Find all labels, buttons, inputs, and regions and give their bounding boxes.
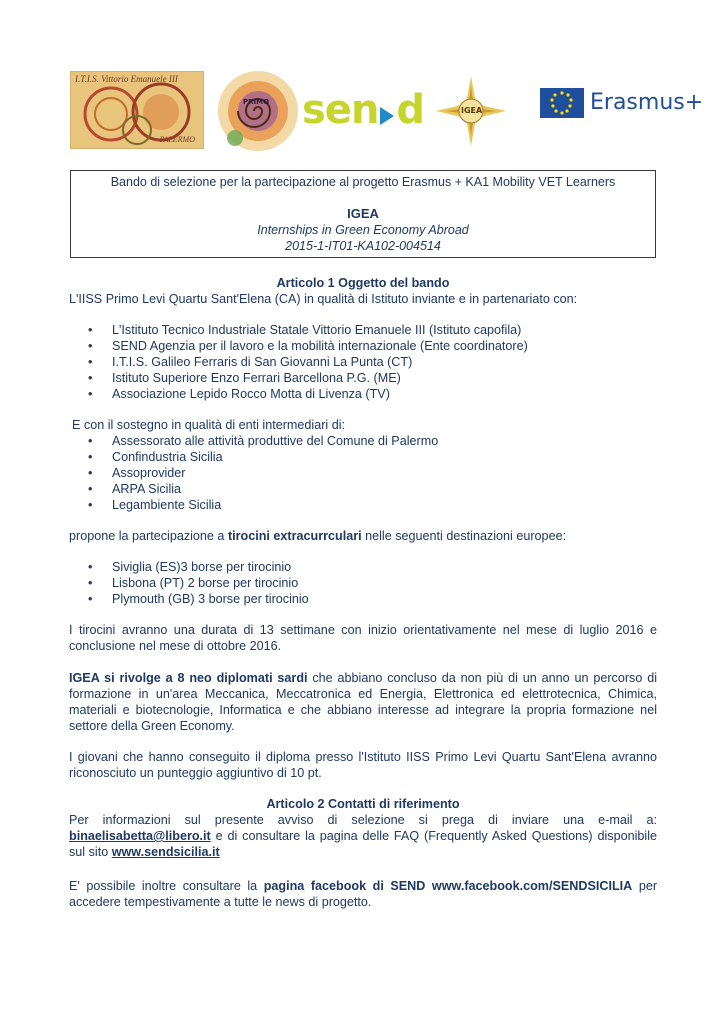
list-item: L'Istituto Tecnico Industriale Statale Vittorio Emanuele III (Istituto capofila) <box>112 323 522 337</box>
propone-post: nelle seguenti destinazioni europee: <box>361 529 567 543</box>
project-subtitle: Internships in Green Economy Abroad <box>257 223 469 237</box>
igea-paragraph <box>69 670 657 734</box>
play-icon <box>380 107 394 125</box>
support-intro: E con il sostegno in qualità di enti intermediari di: <box>72 418 346 432</box>
propone-paragraph <box>69 528 657 544</box>
list-item: Assoprovider <box>112 466 186 480</box>
list-item: ARPA Sicilia <box>112 482 182 496</box>
bullet-icon: • <box>88 482 93 496</box>
project-name: IGEA <box>347 206 379 221</box>
bullet-icon: • <box>88 576 93 590</box>
bullet-icon: • <box>88 339 93 353</box>
send-logo: sen d <box>302 87 425 133</box>
bullet-icon: • <box>88 434 93 448</box>
bullet-icon: • <box>88 387 93 401</box>
list-item: Legambiente Sicilia <box>112 498 222 512</box>
duration-paragraph: I tirocini avranno una durata di 13 settimane con inizio orientativamente nel mese di luglio 2016 e conclusione nel mese di ottobre 2016. <box>69 623 657 653</box>
art1-intro: L'IISS Primo Levi Quartu Sant'Elena (CA) in qualità di Istituto inviante e in partenariato con: <box>69 292 578 306</box>
list-item: SEND Agenzia per il lavoro e la mobilità internazionale (Ente coordinatore) <box>112 339 528 353</box>
list-item: Assessorato alle attività produttive del Comune di Palermo <box>112 434 439 448</box>
list-item: I.T.I.S. Galileo Ferraris di San Giovanni La Punta (CT) <box>112 355 413 369</box>
art1-title: Articolo 1 Oggetto del bando <box>276 276 450 290</box>
list-item: Confindustria Sicilia <box>112 450 223 464</box>
send-logo-text: se <box>302 87 351 133</box>
bonus-paragraph: I giovani che hanno conseguito il diploma presso l'Istituto IISS Primo Levi Quartu Sant'Elena avranno riconosciuto un punteggio aggiuntivo di 10 pt. <box>69 750 657 780</box>
fb-bold: pagina facebook di SEND www.facebook.com/SENDSICILIA <box>263 879 633 893</box>
bullet-icon: • <box>88 323 93 337</box>
primo-logo-text: PRIMO <box>243 98 270 106</box>
fb-post: per accedere tempestivamente a tutte le news di progetto. <box>69 879 658 909</box>
igea-bold: IGEA si rivolge a 8 neo diplomati sardi <box>69 671 308 685</box>
erasmus-logo-text: Erasmus+ <box>590 90 704 115</box>
contact-paragraph <box>69 812 657 860</box>
bullet-icon: • <box>88 450 93 464</box>
bullet-icon: • <box>88 592 93 606</box>
itis-logo-text: I.T.I.S. Vittorio Emanuele III <box>75 74 178 84</box>
art2-title: Articolo 2 Contatti di riferimento <box>266 797 460 811</box>
logo-row <box>0 68 724 158</box>
igea-logo <box>436 76 506 146</box>
facebook-paragraph <box>69 878 657 910</box>
list-item: Istituto Superiore Enzo Ferrari Barcellona P.G. (ME) <box>112 371 401 385</box>
list-item: Associazione Lepido Rocco Motta di Livenza (TV) <box>112 387 390 401</box>
list-item: Lisbona (PT) 2 borse per tirocinio <box>112 576 299 590</box>
bullet-icon: • <box>88 371 93 385</box>
list-item: Plymouth (GB) 3 borse per tirocinio <box>112 592 309 606</box>
contact-mid: e di consultare la pagina delle FAQ (Frequently Asked Questions) disponibile sul sito <box>69 829 657 859</box>
itis-logo <box>70 71 204 149</box>
contact-pre: Per informazioni sul presente avviso di selezione si prega di inviare una e-mail a: <box>69 813 657 827</box>
eu-flag-icon <box>540 88 584 118</box>
erasmus-logo <box>540 86 704 126</box>
site-link[interactable]: www.sendsicilia.it <box>111 845 220 859</box>
list-item: Siviglia (ES)3 borse per tirocinio <box>112 560 292 574</box>
header-box <box>70 170 656 258</box>
itis-logo-city: PALERMO <box>159 135 195 144</box>
bullet-icon: • <box>88 355 93 369</box>
igea-logo-text: IGEA <box>461 106 483 115</box>
propone-pre: propone la partecipazione a <box>69 529 228 543</box>
project-code: 2015-1-IT01-KA102-004514 <box>285 239 441 253</box>
bullet-icon: • <box>88 466 93 480</box>
propone-bold: tirocini extracurrculari <box>227 529 362 543</box>
igea-rest: che abbiano concluso da non più di un anno un percorso di formazione in un'area Meccanica, Meccatronica ed Energia, Elettronica ed elettrotecnica, Chimica, materiali e biotecnologie, Informatica e che abbiano interesse ad integrare la propria formazione nel settore della Green Economy. <box>69 671 657 733</box>
bullet-icon: • <box>88 560 93 574</box>
bullet-icon: • <box>88 498 93 512</box>
bando-title: Bando di selezione per la partecipazione al progetto Erasmus + KA1 Mobility VET Learners <box>110 175 616 189</box>
email-link[interactable]: binaelisabetta@libero.it <box>69 829 211 843</box>
primo-levi-logo <box>215 68 301 154</box>
fb-pre: E' possibile inoltre consultare la <box>69 879 264 893</box>
